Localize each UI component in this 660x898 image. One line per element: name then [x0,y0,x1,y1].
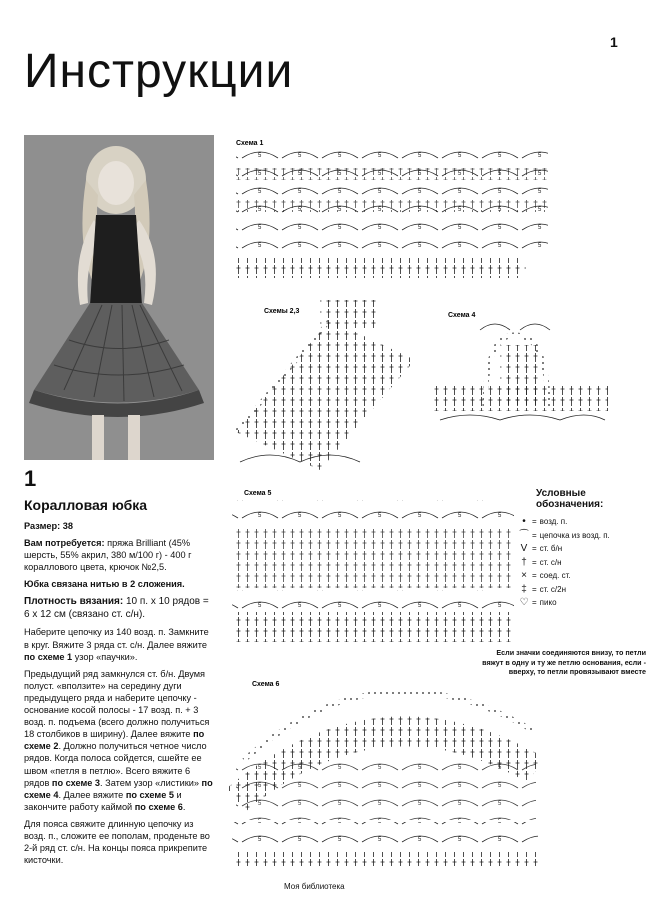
section-title: Коралловая юбка [24,497,148,513]
paragraph-2: Предыдущий ряд замкнулся ст. б/н. Двумя полуст. «вползите» на середину дуги предыдущего ряда и наберите цепочку - основание косой полосы - 17 возд. п. + 3 возд. п. подъема (всего должно получиться 18 столбиков в ширину). Далее вяжите по схеме 2. Должно получиться четное число рядов. Когда полоса сойдется, сшейте ее швом «петля в петлю». Всего вяжите 6 рядов по схеме 3. Затем узор «листики» по схеме 4. Далее вяжите по схеме 5 и закончите работу каймой по схеме 6. [24,668,213,812]
scheme6-label: Схема 6 [252,681,280,688]
materials-line: Вам потребуется: пряжа Brilliant (45% шерсть, 55% акрил, 380 м/100 г) - 400 г кораллового цвета, крючок №2,5. [24,538,192,573]
folded-note: Юбка связана нитью в 2 сложения. [24,579,185,590]
legend-item: × = соед. ст. [516,569,646,583]
paragraph-1: Наберите цепочку из 140 возд. п. Замкните в круг. Вяжите 3 ряда ст. с/н. Далее вяжите по схеме 1 узор «паучки». [24,627,209,662]
section-number: 1 [24,466,37,491]
instructions-text [24,520,216,871]
scheme23-label: Схемы 2,3 [264,308,300,315]
double-crochet-icon: † [521,556,527,568]
single-crochet-icon: V [520,543,528,555]
legend [516,488,646,610]
legend-item: ♡ = пико [516,596,646,610]
scheme1-diagram [236,150,548,278]
symbols-note: Если значки соединяются внизу, то петли вяжут в одну и ту же петлю основания, если - вверху, то петли провязывают вместе [482,648,646,676]
legend-item: ⁀ = цепочка из возд. п. [516,529,646,543]
scheme6-diagram [232,691,538,866]
scheme23-diagram [236,300,415,470]
legend-title: Условные обозначения: [536,488,604,510]
size-line: Размер: 38 [24,521,73,531]
scheme1-label: Схема 1 [236,140,264,147]
footer-text: Моя библиотека [284,882,345,891]
picot-icon: ♡ [519,597,529,609]
density-line: Плотность вязания: 10 п. х 10 рядов = 6 х 12 см (связано ст. с/н). [24,596,209,621]
slip-stitch-icon: × [521,570,527,582]
chain-dot-icon: • [522,516,526,528]
page-title: Инструкции [24,45,294,98]
legend-item: • = возд. п. [516,515,646,529]
chain-arc-icon: ⁀ [519,529,529,541]
scheme5-diagram [232,500,514,642]
legend-item: ‡ = ст. с/2н [516,583,646,597]
scheme4-diagram [432,324,608,420]
legend-item: † = ст. с/н [516,556,646,570]
page-number: 1 [610,34,618,50]
legend-item: V = ст. б/н [516,542,646,556]
treble-crochet-icon: ‡ [521,583,527,595]
scheme4-label: Схема 4 [448,312,476,319]
scheme5-label: Схема 5 [244,490,272,497]
paragraph-3: Для пояса свяжите длинную цепочку из возд. п., сложите ее пополам, проденьте во 2-й ряд ст. с/н. На концы пояса прикрепите кисточки. [24,818,210,866]
